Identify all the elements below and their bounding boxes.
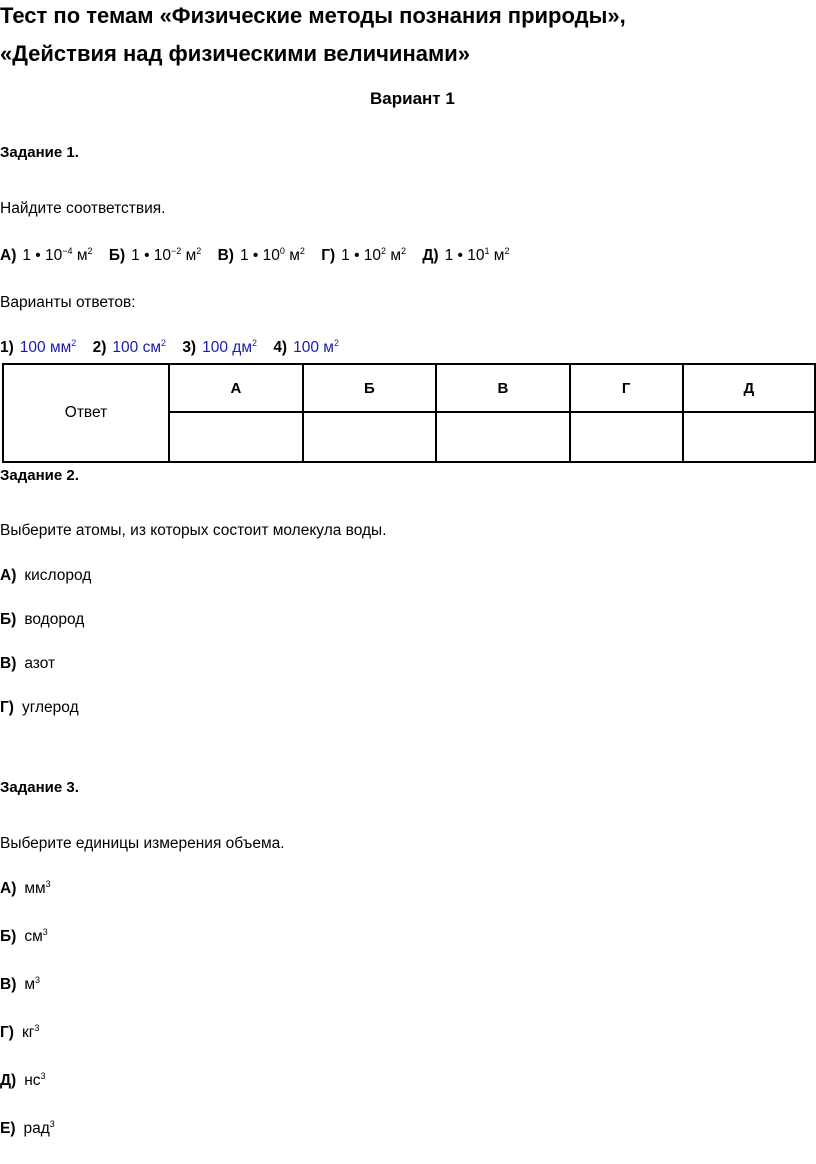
- answer-table-header-d: Д: [683, 364, 815, 412]
- answer-option-2: 2) 100 $см^2$: [92, 337, 166, 356]
- answer-table-row-label: Ответ: [3, 364, 169, 462]
- task-3-option-b: Б) $см^3$: [0, 926, 48, 945]
- answer-cell-g[interactable]: [570, 412, 683, 462]
- answer-cell-d[interactable]: [683, 412, 815, 462]
- answer-option-1: 1) 100 $мм^2$: [0, 337, 77, 356]
- task-1-item-v: В) 1 • $10^0$ $м^2$: [217, 245, 305, 264]
- task-2-option-b: Б) водород: [0, 611, 85, 628]
- task-1-items: [0, 247, 521, 265]
- answer-cell-v[interactable]: [436, 412, 570, 462]
- answer-option-3: 3) 100 $дм^2$: [182, 337, 257, 356]
- task-2-option-g: Г) углерод: [0, 699, 79, 716]
- task-1-instruction: Найдите соответствия.: [0, 200, 166, 217]
- answer-table-header-a: А: [169, 364, 303, 412]
- task-1-item-d: Д) 1 • $10^1$ $м^2$: [422, 245, 510, 264]
- task-3-heading: Задание 3.: [0, 779, 79, 796]
- task-3-option-g: Г) $кг^3$: [0, 1022, 40, 1041]
- task-1-answers-label: Варианты ответов:: [0, 294, 136, 311]
- answer-table: [2, 363, 816, 463]
- answer-option-4: 4) 100 $м^2$: [273, 337, 339, 356]
- task-2-heading: Задание 2.: [0, 467, 79, 484]
- task-2-option-v: В) азот: [0, 655, 56, 672]
- task-2-instruction: Выберите атомы, из которых состоит молекула воды.: [0, 522, 387, 539]
- answer-table-header-v: В: [436, 364, 570, 412]
- task-3-option-a: А) $мм^3$: [0, 878, 51, 897]
- task-1-answers: [0, 339, 351, 357]
- answer-table-header-b: Б: [303, 364, 436, 412]
- task-3-instruction: Выберите единицы измерения объема.: [0, 835, 285, 852]
- task-1-heading: Задание 1.: [0, 144, 79, 161]
- task-3-option-v: В) $м^3$: [0, 974, 41, 993]
- task-3-option-e: Е) рад$^3$: [0, 1118, 55, 1137]
- answer-table-header-g: Г: [570, 364, 683, 412]
- document-title-line-1: Тест по темам «Физические методы познания природы»,: [0, 3, 626, 28]
- task-1-item-g: Г) 1 • $10^2$ $м^2$: [321, 245, 407, 264]
- task-2-option-a: А) кислород: [0, 567, 92, 584]
- task-1-item-b: Б) 1 • $10^{-2}$ $м^2$: [108, 245, 202, 264]
- task-3-option-d: Д) $нс^3$: [0, 1070, 46, 1089]
- answer-cell-a[interactable]: [169, 412, 303, 462]
- variant-heading: Вариант 1: [370, 89, 455, 108]
- answer-cell-b[interactable]: [303, 412, 436, 462]
- document-title-line-2: «Действия над физическими величинами»: [0, 41, 471, 66]
- task-1-item-a: А) 1 • $10^{-4}$ $м^2$: [0, 245, 93, 264]
